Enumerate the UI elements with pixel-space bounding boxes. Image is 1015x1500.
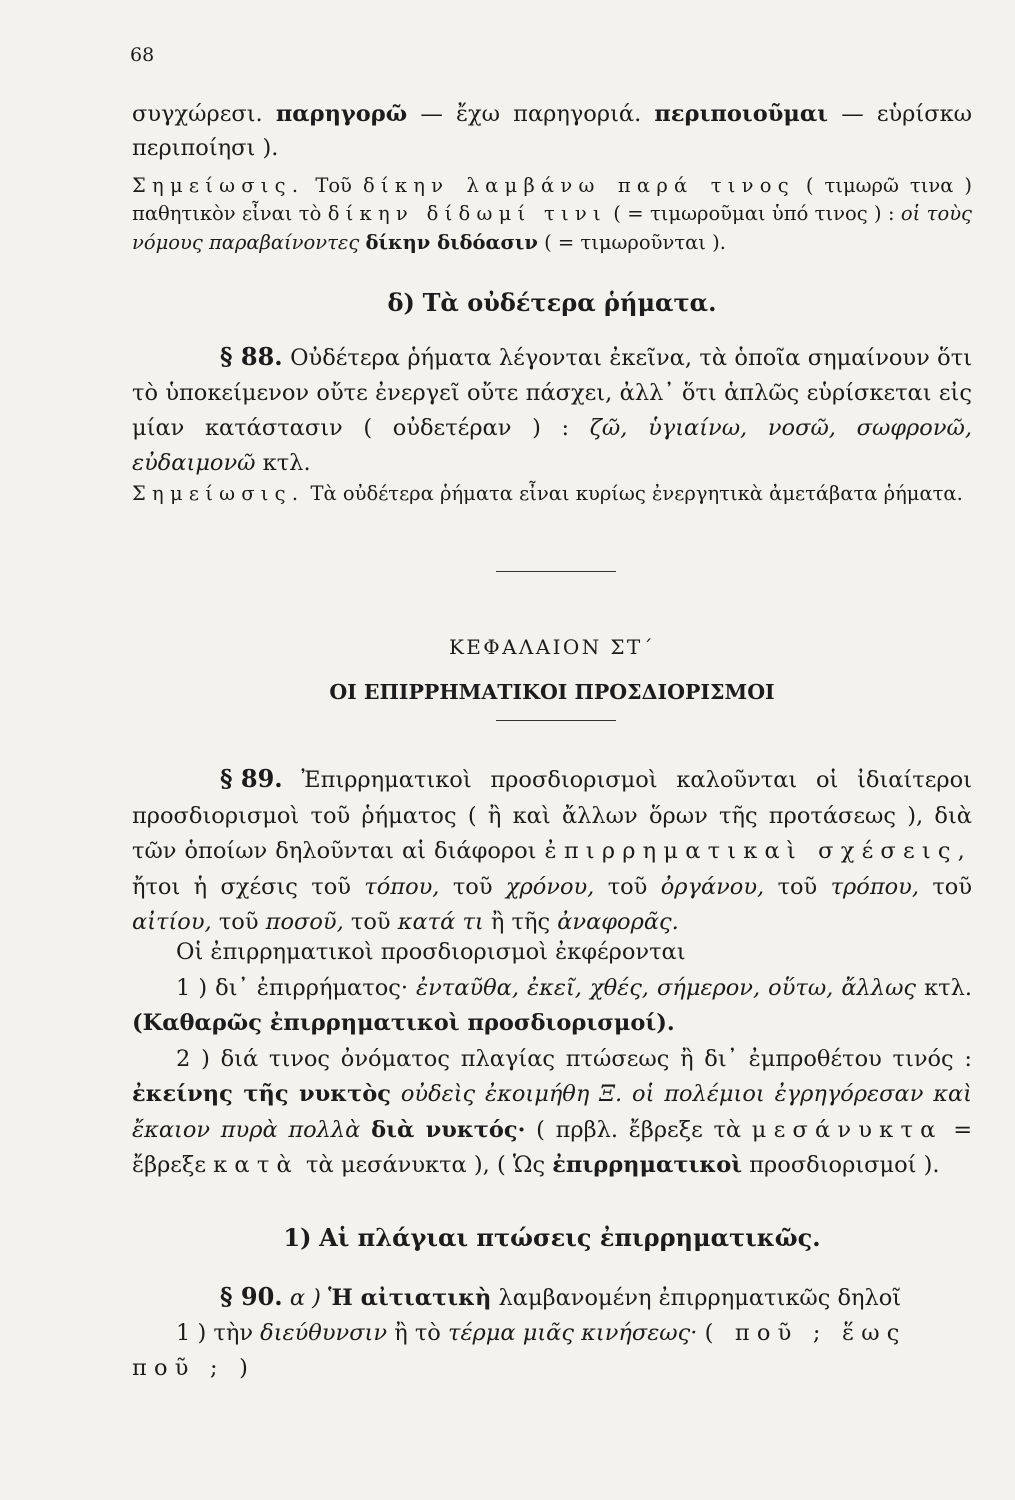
expressions-list	[132, 935, 972, 1184]
note-heading: Σημείωσις.	[132, 482, 305, 505]
section-89: § 89. Ἐπιρρηματικοὶ προσδιορισμοὶ καλοῦνται οἱ ἰδιαίτεροι προσδιορισμοὶ τοῦ ῥήματος ( ἢ καὶ ἄλλων ὅρων τῆς προτάσεως ), διὰ τῶν ὁποίων δηλοῦνται αἱ διάφοροι ἐπιρρηματικαὶ σχέσεις, ἤτοι ἡ σχέσις τοῦ τόπου, τοῦ χρόνου, τοῦ ὀργάνου, τοῦ τρόπου, τοῦ αἰτίου, τοῦ ποσοῦ, τοῦ κατά τι ἢ τῆς ἀναφορᾶς.	[132, 760, 972, 941]
note-neuter: Σημείωσις. Τὰ οὐδέτερα ῥήματα εἶναι κυρίως ἐνεργητικὰ ἀμετάβατα ῥήματα.	[132, 482, 963, 505]
divider-bottom	[496, 720, 616, 721]
section-90	[132, 1278, 972, 1386]
section-88: § 88. Οὐδέτερα ῥήματα λέγονται ἐκεῖνα, τὰ ὁποῖα σημαίνουν ὅτι τὸ ὑποκείμενον οὔτε ἐνεργεῖ οὔτε πάσχει, ἀλλ᾽ ὅτι ἁπλῶς εὑρίσκεται εἰς μίαν κατάστασιν ( οὐδετέραν ) : ζῶ, ὑγιαίνω, νοσῶ, σωφρονῶ, εὐδαιμονῶ κτλ.	[132, 338, 972, 481]
section-89-label: § 89.	[220, 764, 283, 793]
top-paragraph	[132, 98, 972, 166]
expressions-item-2: 2 ) διά τινος ὀνόματος πλαγίας πτώσεως ἢ δι᾽ ἐμπροθέτου τινός : ἐκείνης τῆς νυκτὸς οὐδεὶς ἐκοιμήθη Ξ. οἱ πολέμιοι ἐγρηγόρεσαν καὶ ἔκαιον πυρὰ πολλὰ διὰ νυκτός· ( πρβλ. ἔβρεξε τὰ μεσάνυκτα = ἔβρεξε κατὰ τὰ μεσάνυκτα ), ( Ὡς ἐπιρρηματικοὶ προσδιορισμοί ).	[132, 1045, 973, 1179]
expressions-intro: Οἱ ἐπιρρηματικοὶ προσδιορισμοὶ ἐκφέρονται	[176, 939, 686, 965]
note-dike: Σημείωσις. Τοῦ δίκην λαμβάνω παρά τινος ( τιμωρῶ τινα ) παθητικὸν εἶναι τὸ δίκην δίδωμί τινι ( = τιμωροῦμαι ὑπό τινος ) : οἱ τοὺς νόμους παραβαίνοντες δίκην διδόασιν ( = τιμωροῦνται ).	[132, 174, 973, 254]
subheading-oblique-cases: 1) Αἱ πλάγιαι πτώσεις ἐπιρρηματικῶς.	[283, 1223, 821, 1252]
section-90-label: § 90.	[220, 1282, 283, 1311]
note-heading: Σημείωσις.	[132, 174, 305, 197]
section-90-line-1: § 90. α ) Ἡ αἰτιατικὴ λαμβανομένη ἐπιρρηματικῶς δηλοῖ	[132, 1278, 972, 1316]
divider-top	[496, 571, 616, 572]
top-line-2: περιποίησι ).	[132, 134, 279, 161]
expressions-item-1: 1 ) δι᾽ ἐπιρρήματος· ἐνταῦθα, ἐκεῖ, χθές, σήμερον, οὕτω, ἄλλως κτλ. (Καθαρῶς ἐπιρρηματικοὶ προσδιορισμοί).	[132, 974, 973, 1037]
subheading-neuter-verbs: δ) Τὰ οὐδέτερα ῥήματα.	[387, 288, 717, 317]
page-number: 68	[130, 44, 155, 66]
chapter-title: ΟΙ ΕΠΙΡΡΗΜΑΤΙΚΟΙ ΠΡΟΣΔΙΟΡΙΣΜΟΙ	[329, 680, 775, 704]
top-line-1: συγχώρεσι. παρηγορῶ — ἔχω παρηγοριά. περιποιοῦμαι — εὑρίσκω	[132, 101, 972, 127]
section-90-line-2: 1 ) τὴν διεύθυνσιν ἢ τὸ τέρμα μιᾶς κινήσεως· ( ποῦ ; ἕως ποῦ ; )	[132, 1319, 907, 1381]
section-88-label: § 88.	[220, 342, 283, 371]
chapter-number: ΚΕΦΑΛΑΙΟΝ ΣΤ΄	[448, 635, 656, 659]
